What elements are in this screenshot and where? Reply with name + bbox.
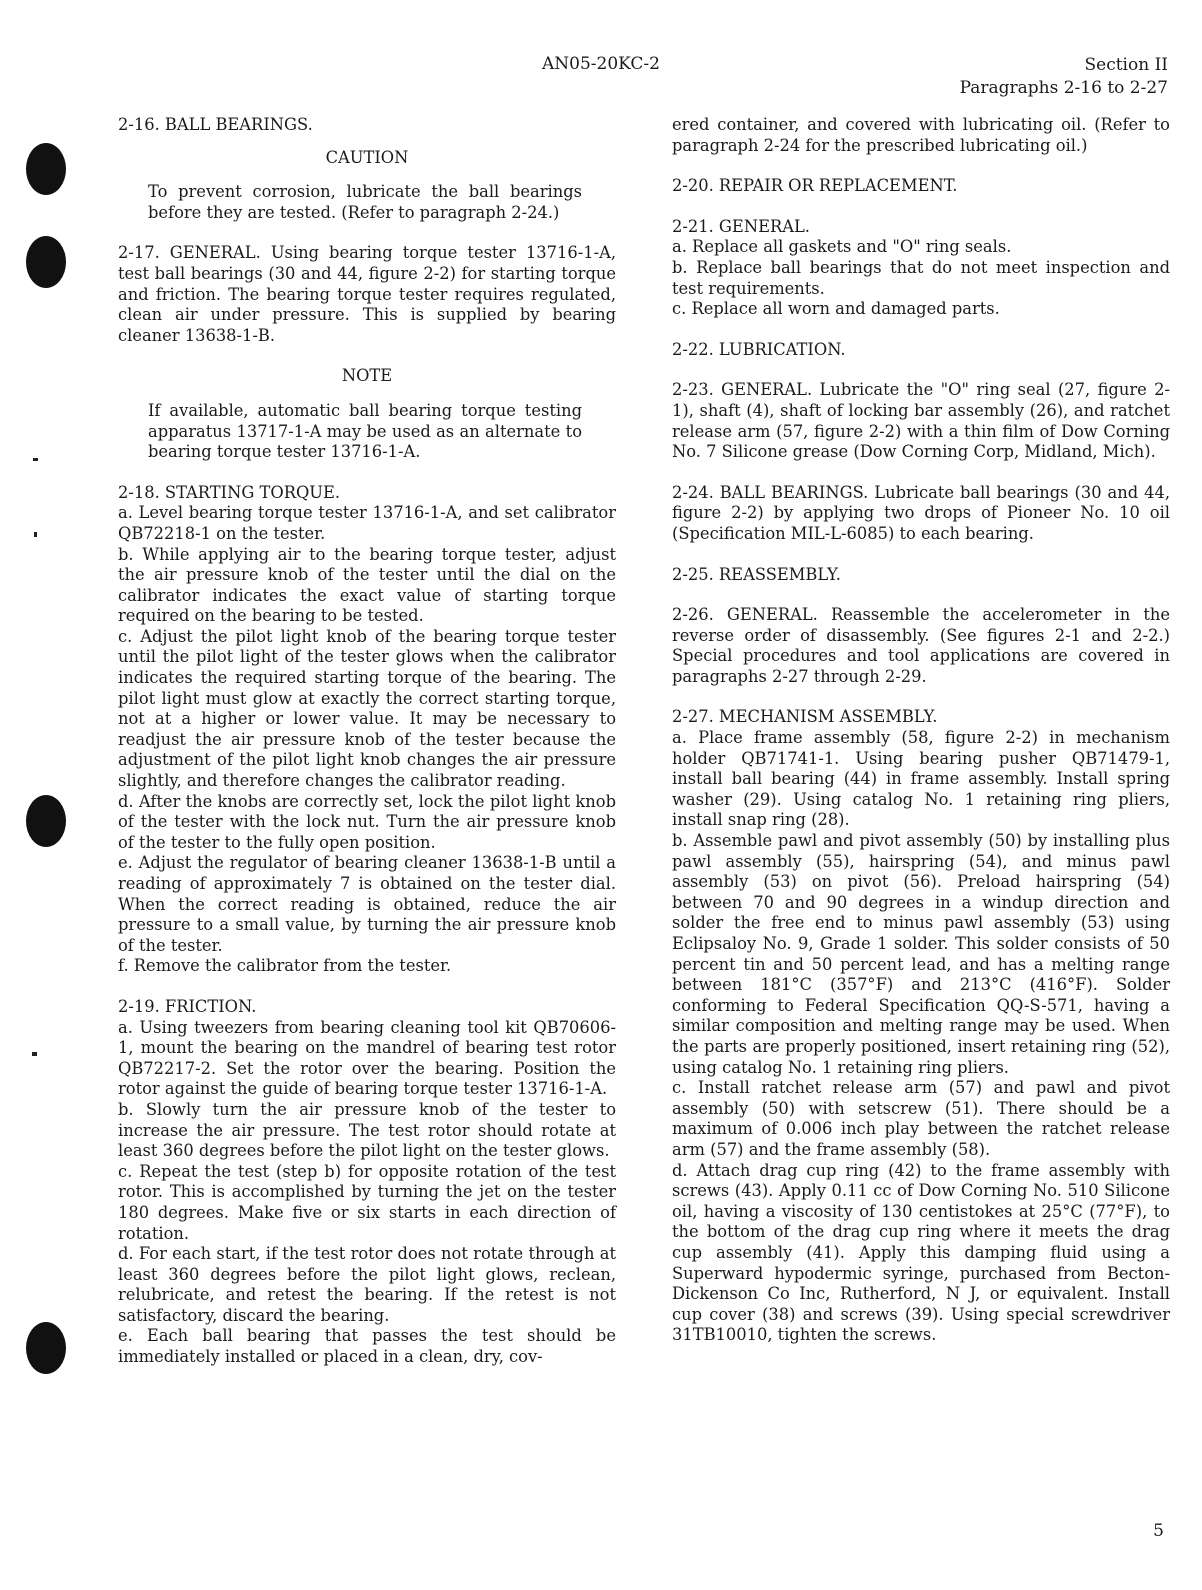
scan-mark (32, 1052, 37, 1056)
caution-text: To prevent corrosion, lubricate the ball bearings before they are tested. (Refer to paragraph 2-24.) (148, 182, 582, 222)
scan-mark (34, 532, 37, 537)
heading-2-20: 2-20. REPAIR OR REPLACEMENT. (672, 176, 958, 196)
heading-2-16: 2-16. BALL BEARINGS. (118, 115, 313, 134)
step-2-27-c: c. Install ratchet release arm (57) and pawl and pivot assembly (50) with setscrew (51). There should be a maximum of 0.006 inch play between the ratchet release arm (57) and the frame assembly (58). (672, 1078, 1170, 1159)
step-2-19-c: c. Repeat the test (step b) for opposite rotation of the test rotor. This is accomplished by turning the jet on the tester 180 degrees. Make five or six starts in each direction of rotation. (118, 1161, 616, 1243)
step-2-18-b: b. While applying air to the bearing torque tester, adjust the air pressure knob of the tester until the dial on the calibrator indicates the exact value of starting torque required on the bearing to be tested. (118, 544, 616, 626)
paragraph-2-23: 2-23. GENERAL. Lubricate the "O" ring seal (27, figure 2-1), shaft (4), shaft of locking bar assembly (26), and ratchet release arm (57, figure 2-2) with a thin film of Dow Corning No. 7 Silicone grease (Dow Corning Corp, Midland, Mich). (672, 380, 1170, 462)
paragraph-2-24: 2-24. BALL BEARINGS. Lubricate ball bearings (30 and 44, figure 2-2) by applying two drops of Pioneer No. 10 oil (Specification MIL-L-6085) to each bearing. (672, 482, 1170, 543)
heading-2-25: 2-25. REASSEMBLY. (672, 564, 841, 584)
page-number: 5 (1153, 1521, 1164, 1541)
heading-2-19: 2-19. FRICTION. (118, 996, 257, 1016)
step-2-21-b: b. Replace ball bearings that do not meet inspection and test requirements. (672, 257, 1170, 298)
step-2-19-e: e. Each ball bearing that passes the test should be immediately installed or placed in a clean, dry, cov- (118, 1326, 616, 1367)
heading-2-21: 2-21. GENERAL. (672, 216, 810, 236)
step-2-19-b: b. Slowly turn the air pressure knob of the tester to increase the air pressure. The test rotor should rotate at least 360 degrees before the pilot light on the tester glows. (118, 1099, 616, 1161)
paragraphs-range: Paragraphs 2-16 to 2-27 (959, 78, 1168, 98)
step-2-18-e: e. Adjust the regulator of bearing cleaner 13638-1-B until a reading of approximately 7 is obtained on the tester dial. When the correct reading is obtained, reduce the air pressure to a small value, by turning the air pressure knob of the tester. (118, 853, 616, 955)
step-2-18-a: a. Level bearing torque tester 13716-1-A, and set calibrator QB72218-1 on the tester. (118, 503, 616, 543)
step-2-27-d: d. Attach drag cup ring (42) to the frame assembly with screws (43). Apply 0.11 cc of Dow Corning No. 510 Silicone oil, having a viscosity of 130 centistokes at 25°C (77°F), to the bottom of the drag cup ring where it meets the drag cup assembly (41). Apply this damping fluid using a Superward hypodermic syringe, purchased from Becton-Dickenson Co Inc, Rutherford, N J, or equivalent. Install cup cover (38) and screws (39). Using special screwdriver 31TB10010, tighten the screws. (672, 1160, 1170, 1345)
note-title: NOTE (341, 366, 393, 386)
punch-hole (26, 143, 66, 195)
step-2-18-d: d. After the knobs are correctly set, lock the pilot light knob of the tester with the lock nut. Turn the air pressure knob of the tester to the fully open position. (118, 791, 616, 852)
paragraph-2-26: 2-26. GENERAL. Reassemble the accelerometer in the reverse order of disassembly. (See figures 2-1 and 2-2.) Special procedures and tool applications are covered in paragraphs 2-27 through 2-29. (672, 605, 1170, 686)
heading-2-18: 2-18. STARTING TORQUE. (118, 482, 341, 502)
caution-title: CAUTION (325, 147, 409, 167)
step-2-18-c: c. Adjust the pilot light knob of the bearing torque tester until the pilot light of the tester glows when the calibrator indicates the required starting torque of the bearing. The pilot light must glow at exactly the correct starting torque, not at a higher or lower value. It may be necessary to readjust the air pressure knob of the tester because the adjustment of the pilot light knob changes the air pressure slightly, and therefore changes the calibrator reading. (118, 626, 616, 791)
continued-text: ered container, and covered with lubricating oil. (Refer to paragraph 2-24 for the prescribed lubricating oil.) (672, 115, 1170, 155)
step-2-21-c: c. Replace all worn and damaged parts. (672, 299, 1000, 319)
note-text: If available, automatic ball bearing torque testing apparatus 13717-1-A may be used as an alternate to bearing torque tester 13716-1-A. (148, 400, 582, 462)
step-2-18-f: f. Remove the calibrator from the tester. (118, 956, 452, 976)
left-column (118, 115, 616, 1368)
scan-mark (33, 458, 38, 461)
punch-hole (26, 795, 66, 847)
paragraph-2-17: 2-17. GENERAL. Using bearing torque tester 13716-1-A, test ball bearings (30 and 44, figure 2-2) for starting torque and friction. The bearing torque tester requires regulated, clean air under pressure. This is supplied by bearing cleaner 13638-1-B. (118, 243, 616, 345)
step-2-19-a: a. Using tweezers from bearing cleaning tool kit QB70606-1, mount the bearing on the mandrel of bearing test rotor QB72217-2. Set the rotor over the bearing. Position the rotor against the guide of bearing torque tester 13716-1-A. (118, 1017, 616, 1099)
step-2-27-b: b. Assemble pawl and pivot assembly (50) by installing plus pawl assembly (55), hairspring (54), and minus pawl assembly (53) on pivot (56). Preload hairspring (54) between 70 and 90 degrees in a windup direction and solder the free end to minus pawl assembly (53) using Eclipsaloy No. 9, Grade 1 solder. This solder consists of 50 percent tin and 50 percent lead, and has a melting range between 181°C (357°F) and 213°C (416°F). Solder conforming to Federal Specification QQ-S-571, having a similar composition and melting range may be used. When the parts are properly positioned, insert retaining ring (52), using catalog No. 1 retaining ring pliers. (672, 831, 1170, 1077)
punch-hole (26, 1322, 66, 1374)
document-number: AN05-20KC-2 (542, 54, 660, 74)
section-label: Section II (1084, 55, 1168, 75)
step-2-19-d: d. For each start, if the test rotor does not rotate through at least 360 degrees before the pilot light glows, reclean, relubricate, and retest the bearing. If the retest is not satisfactory, discard the bearing. (118, 1244, 616, 1325)
step-2-27-a: a. Place frame assembly (58, figure 2-2) in mechanism holder QB71741-1. Using bearing pusher QB71479-1, install ball bearing (44) in frame assembly. Install spring washer (29). Using catalog No. 1 retaining ring pliers, install snap ring (28). (672, 728, 1170, 830)
heading-2-22: 2-22. LUBRICATION. (672, 339, 846, 359)
right-column (672, 115, 1170, 1346)
section-header (960, 54, 1168, 100)
punch-hole (26, 236, 66, 288)
heading-2-27: 2-27. MECHANISM ASSEMBLY. (672, 707, 938, 727)
step-2-21-a: a. Replace all gaskets and "O" ring seals. (672, 237, 1012, 257)
